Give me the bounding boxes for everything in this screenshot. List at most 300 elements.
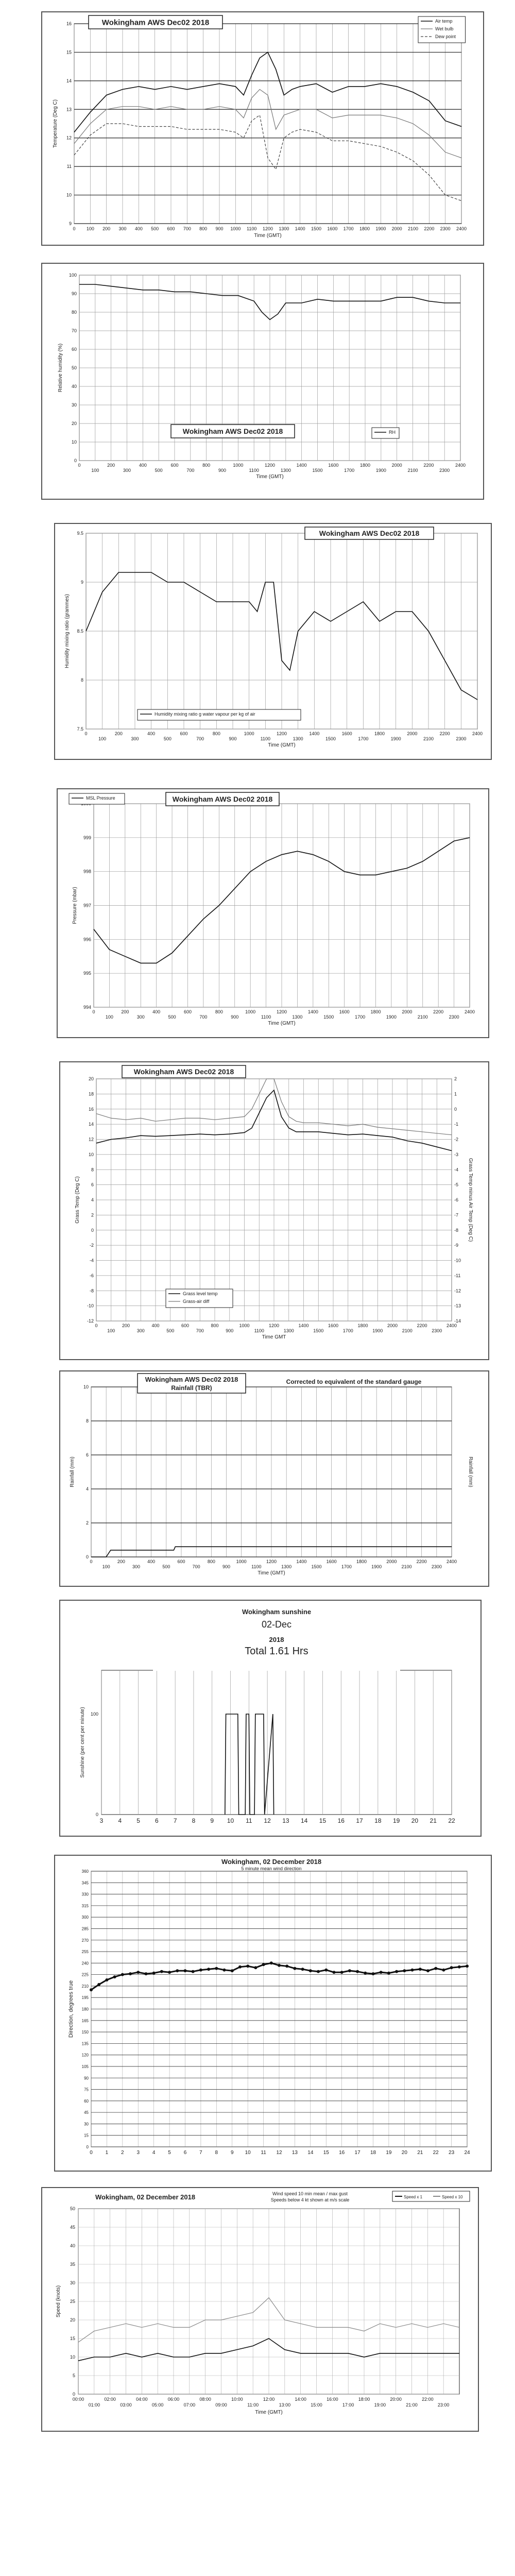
x-tick-label: 100 — [98, 736, 107, 741]
y-tick-label: 60 — [84, 2098, 89, 2104]
pressure-chart-panel — [57, 788, 489, 1038]
chart-title: Wokingham, 02 December 2018 — [95, 2193, 196, 2201]
x-tick-label: 600 — [181, 1323, 190, 1328]
y-axis-label: Sunshine (per cent per minute) — [80, 1707, 85, 1778]
x-tick-label: 1100 — [261, 1014, 271, 1020]
y-tick-label: 240 — [81, 1961, 89, 1966]
x-tick-label: 1 — [105, 2150, 109, 2156]
x-tick-label: 800 — [199, 226, 208, 231]
x-tick-label: 600 — [177, 1559, 185, 1564]
x-tick-label: 600 — [167, 226, 175, 231]
y-axis-label: Rainfall (mm) — [70, 1456, 75, 1487]
chart-date: 02-Dec — [261, 1619, 292, 1630]
x-tick-label: 01:00 — [88, 2402, 100, 2408]
x-tick-label: 09:00 — [215, 2402, 227, 2408]
y-tick-label: 30 — [71, 402, 77, 408]
x-tick-label: 200 — [117, 1559, 125, 1564]
x-tick-label: 1700 — [343, 226, 354, 231]
x-tick-label: 1500 — [311, 226, 322, 231]
y-tick-label: 994 — [83, 1005, 91, 1010]
x-tick-label: 1600 — [328, 1323, 339, 1328]
x-tick-label: 900 — [222, 1564, 231, 1569]
y-tick-label: 180 — [81, 2007, 89, 2012]
y-tick-label: 14 — [88, 1122, 94, 1127]
x-tick-label: 04:00 — [136, 2397, 148, 2402]
x-axis-label: Time (GMT) — [256, 474, 284, 480]
x-tick-label: 900 — [229, 736, 237, 741]
x-tick-label: 1600 — [327, 226, 338, 231]
x-tick-label: 17 — [356, 1817, 363, 1824]
x-tick-label: 0 — [90, 2150, 93, 2156]
x-tick-label: 700 — [196, 736, 204, 741]
x-tick-label: 1200 — [264, 463, 276, 468]
legend-label: Speed x 10 — [442, 2195, 463, 2199]
x-tick-label: 800 — [202, 463, 211, 468]
y-tick-label: 2 — [91, 1212, 94, 1218]
x-tick-label: 1400 — [295, 226, 305, 231]
y-tick-label: 315 — [81, 1903, 89, 1908]
x-tick-label: 1400 — [307, 1009, 318, 1014]
x-tick-label: 3 — [99, 1817, 104, 1824]
y-tick-label: 20 — [88, 1076, 94, 1081]
y-tick-label: 16 — [66, 21, 72, 26]
y-right-tick-label: -5 — [454, 1182, 459, 1188]
x-tick-label: 19:00 — [374, 2402, 386, 2408]
x-tick-label: 500 — [166, 1328, 175, 1333]
y-right-tick-label: -9 — [454, 1243, 459, 1248]
x-tick-label: 14:00 — [295, 2397, 306, 2402]
y-right-tick-label: -4 — [454, 1167, 459, 1173]
legend-label: MSL Pressure — [86, 795, 115, 801]
x-tick-label: 1700 — [342, 1328, 353, 1333]
y-tick-label: 255 — [81, 1950, 89, 1955]
y-right-tick-label: -2 — [454, 1137, 459, 1142]
x-tick-label: 16 — [339, 2150, 345, 2156]
x-tick-label: 7 — [173, 1817, 177, 1824]
x-tick-label: 12 — [264, 1817, 271, 1824]
y-tick-label: 15 — [84, 2133, 89, 2138]
legend-label: Air temp — [435, 19, 453, 24]
x-tick-label: 0 — [90, 1559, 93, 1564]
y-tick-label: 8 — [91, 1167, 94, 1173]
x-tick-label: 800 — [211, 1323, 219, 1328]
x-tick-label: 4 — [118, 1817, 122, 1824]
x-tick-label: 2000 — [391, 463, 402, 468]
x-tick-label: 2400 — [446, 1559, 457, 1564]
x-tick-label: 100 — [105, 1014, 113, 1020]
humidity-chart-panel — [41, 263, 484, 500]
y-tick-label: 300 — [81, 1915, 89, 1920]
x-tick-label: 1800 — [359, 226, 370, 231]
y-tick-label: 285 — [81, 1926, 89, 1931]
x-tick-label: 16 — [337, 1817, 345, 1824]
y-right-tick-label: 0 — [454, 1106, 457, 1112]
x-tick-label: 1900 — [371, 1564, 382, 1569]
x-tick-label: 9 — [210, 1817, 214, 1824]
x-tick-label: 2000 — [391, 226, 402, 231]
y-tick-label: 999 — [83, 835, 91, 840]
x-tick-label: 17:00 — [342, 2402, 354, 2408]
y-tick-label: 11 — [66, 164, 72, 170]
y-tick-label: 0 — [85, 1554, 89, 1560]
x-tick-label: 900 — [226, 1328, 234, 1333]
x-tick-label: 1500 — [312, 468, 323, 473]
x-tick-label: 24 — [464, 2150, 470, 2156]
x-tick-label: 08:00 — [199, 2397, 211, 2402]
x-tick-label: 05:00 — [151, 2402, 164, 2408]
x-tick-label: 200 — [107, 463, 115, 468]
x-tick-label: 2100 — [402, 1328, 413, 1333]
temperature-chart-panel — [41, 11, 484, 246]
x-tick-label: 2100 — [407, 226, 419, 231]
x-tick-label: 200 — [121, 1009, 129, 1014]
legend-label: Humidity mixing ratio g water vapour per kg of air — [154, 711, 255, 717]
y-tick-label: 210 — [81, 1984, 89, 1989]
x-tick-label: 700 — [196, 1328, 204, 1333]
x-axis-label: Time GMT — [262, 1334, 286, 1340]
x-tick-label: 13 — [291, 2150, 298, 2156]
y-tick-label: 12 — [66, 135, 72, 141]
chart-annotation: Corrected to equivalent of the standard gauge — [286, 1378, 422, 1385]
wind-direction-chart — [55, 1856, 491, 2171]
x-tick-label: 700 — [186, 468, 195, 473]
y-right-tick-label: -3 — [454, 1151, 459, 1157]
wind-speed-chart-panel — [41, 2187, 479, 2432]
x-tick-label: 1900 — [375, 226, 386, 231]
y-tick-label: -6 — [89, 1273, 94, 1278]
x-tick-label: 200 — [122, 1323, 130, 1328]
x-tick-label: 9 — [230, 2150, 234, 2156]
y-tick-label: 40 — [71, 384, 77, 389]
y-right-tick-label: -7 — [454, 1212, 459, 1218]
y-axis-label: Relative humidity (%) — [58, 343, 63, 393]
x-tick-label: 400 — [147, 1559, 156, 1564]
x-tick-label: 300 — [136, 1328, 145, 1333]
x-tick-label: 15 — [323, 2150, 329, 2156]
y-tick-label: 15 — [70, 2336, 75, 2341]
y-tick-label: 10 — [83, 1384, 89, 1389]
y-tick-label: -10 — [87, 1303, 94, 1309]
wind-speed-chart — [42, 2188, 478, 2431]
y-tick-label: 0 — [72, 2392, 75, 2397]
x-tick-label: 700 — [183, 226, 191, 231]
y-tick-label: 225 — [81, 1972, 89, 1977]
y-tick-label: 7.5 — [77, 726, 83, 732]
y-right-tick-label: -6 — [454, 1197, 459, 1202]
y-tick-label: 40 — [70, 2243, 75, 2248]
chart-title: Wokingham AWS Dec02 2018 — [182, 427, 283, 436]
y-axis-label: Humidity mixing ratio (grammes) — [64, 594, 70, 668]
y-right-axis-label: Grass Temp minus Air Temp (Deg C) — [468, 1158, 473, 1242]
chart-subtitle: Wind speed 10 min mean / max gust — [272, 2191, 348, 2196]
x-tick-label: 300 — [131, 736, 139, 741]
x-tick-label: 14 — [301, 1817, 308, 1824]
grass-temp-chart-panel — [59, 1061, 489, 1360]
x-tick-label: 2300 — [449, 1014, 459, 1020]
x-tick-label: 0 — [95, 1323, 98, 1328]
x-tick-label: 1000 — [245, 1009, 256, 1014]
x-tick-label: 21 — [430, 1817, 437, 1824]
x-tick-label: 1600 — [326, 1559, 337, 1564]
y-tick-label: 105 — [81, 2064, 89, 2069]
x-tick-label: 300 — [123, 468, 131, 473]
x-tick-label: 1800 — [356, 1559, 367, 1564]
x-tick-label: 1700 — [344, 468, 355, 473]
x-tick-label: 2000 — [387, 1323, 398, 1328]
x-tick-label: 18:00 — [358, 2397, 370, 2402]
y-tick-label: 10 — [71, 439, 77, 445]
y-axis-label: Pressure (mbar) — [72, 887, 78, 924]
y-tick-label: -2 — [89, 1243, 94, 1248]
y-tick-label: 16 — [88, 1106, 94, 1112]
y-tick-label: 6 — [91, 1182, 94, 1188]
x-tick-label: 15 — [319, 1817, 327, 1824]
y-tick-label: 30 — [70, 2280, 75, 2285]
x-tick-label: 500 — [163, 736, 171, 741]
x-tick-label: 0 — [92, 1009, 95, 1014]
x-tick-label: 06:00 — [167, 2397, 180, 2402]
x-tick-label: 22 — [448, 1817, 455, 1824]
y-tick-label: 0 — [95, 1812, 98, 1817]
y-tick-label: 2 — [85, 1520, 89, 1526]
y-tick-label: 6 — [85, 1452, 89, 1458]
x-tick-label: 1300 — [292, 1014, 303, 1020]
x-tick-label: 1900 — [386, 1014, 397, 1020]
chart-title: Wokingham AWS Dec02 2018 — [133, 1067, 234, 1076]
x-tick-label: 1100 — [246, 226, 257, 231]
y-tick-label: 13 — [66, 107, 72, 112]
x-tick-label: 1500 — [311, 1564, 322, 1569]
x-tick-label: 02:00 — [104, 2397, 116, 2402]
x-tick-label: 1000 — [230, 226, 241, 231]
y-tick-label: 997 — [83, 903, 91, 908]
x-tick-label: 1200 — [268, 1323, 280, 1328]
rainfall-chart-panel — [59, 1370, 489, 1587]
x-tick-label: 5 — [136, 1817, 140, 1824]
grass-temp-chart — [60, 1062, 488, 1359]
sunshine-chart-panel — [59, 1600, 482, 1837]
x-tick-label: 200 — [102, 226, 111, 231]
x-tick-label: 800 — [212, 731, 220, 736]
x-tick-label: 400 — [151, 1323, 160, 1328]
x-tick-label: 14 — [307, 2150, 314, 2156]
x-tick-label: 1200 — [262, 226, 273, 231]
x-tick-label: 1600 — [341, 731, 352, 736]
y-tick-label: 0 — [91, 1227, 94, 1233]
x-tick-label: 1700 — [358, 736, 369, 741]
x-tick-label: 21:00 — [406, 2402, 418, 2408]
y-tick-label: 35 — [70, 2262, 75, 2267]
y-tick-label: 9 — [80, 580, 83, 585]
x-tick-label: 0 — [73, 226, 76, 231]
x-tick-label: 500 — [168, 1014, 176, 1020]
y-tick-label: 14 — [66, 78, 72, 83]
y-axis-label: Direction, degrees true — [68, 1980, 74, 2038]
y-tick-label: 995 — [83, 971, 91, 976]
x-tick-label: 22:00 — [422, 2397, 434, 2402]
x-tick-label: 600 — [170, 463, 179, 468]
sunshine-chart — [60, 1601, 480, 1836]
y-right-tick-label: -10 — [454, 1258, 461, 1263]
y-right-tick-label: -1 — [454, 1122, 459, 1127]
x-tick-label: 2000 — [407, 731, 418, 736]
y-tick-label: 360 — [81, 1869, 89, 1874]
x-tick-label: 7 — [199, 2150, 202, 2156]
y-tick-label: 150 — [81, 2030, 89, 2035]
y-tick-label: 80 — [71, 310, 77, 315]
x-tick-label: 1100 — [251, 1564, 262, 1569]
y-right-tick-label: -12 — [454, 1288, 461, 1294]
y-tick-label: -12 — [87, 1318, 94, 1324]
y-tick-label: 270 — [81, 1938, 89, 1943]
x-tick-label: 1100 — [254, 1328, 264, 1333]
y-tick-label: 12 — [88, 1137, 94, 1142]
x-tick-label: 12:00 — [263, 2397, 275, 2402]
y-right-tick-label: -8 — [454, 1227, 459, 1233]
y-tick-label: 20 — [71, 421, 77, 426]
y-tick-label: 10 — [66, 192, 72, 198]
x-tick-label: 1800 — [374, 731, 385, 736]
x-tick-label: 11 — [261, 2150, 266, 2156]
y-tick-label: 75 — [84, 2087, 89, 2092]
humidity-chart — [42, 264, 483, 499]
x-tick-label: 1900 — [375, 468, 386, 473]
x-tick-label: 10:00 — [231, 2397, 243, 2402]
temperature-chart — [42, 12, 483, 245]
y-tick-label: -8 — [89, 1288, 94, 1294]
x-tick-label: 2000 — [402, 1009, 413, 1014]
y-tick-label: 10 — [88, 1151, 94, 1157]
y-tick-label: 195 — [81, 1995, 89, 2001]
x-tick-label: 13:00 — [279, 2402, 291, 2408]
y-tick-label: 25 — [70, 2299, 75, 2304]
x-tick-label: 15:00 — [311, 2402, 322, 2408]
x-axis-label: Time (GMT) — [254, 233, 282, 239]
x-tick-label: 2100 — [401, 1564, 412, 1569]
x-tick-label: 1000 — [233, 463, 244, 468]
x-tick-label: 1800 — [370, 1009, 381, 1014]
x-tick-label: 700 — [199, 1014, 208, 1020]
x-tick-label: 18 — [374, 1817, 382, 1824]
chart-title: Wokingham sunshine — [242, 1608, 312, 1616]
x-tick-label: 1200 — [266, 1559, 277, 1564]
x-tick-label: 2100 — [423, 736, 434, 741]
x-tick-label: 8 — [215, 2150, 218, 2156]
x-tick-label: 1900 — [372, 1328, 383, 1333]
x-tick-label: 6 — [183, 2150, 187, 2156]
y-tick-label: 5 — [72, 2373, 75, 2378]
x-tick-label: 13 — [282, 1817, 289, 1824]
x-tick-label: 1600 — [328, 463, 339, 468]
wind-direction-chart-panel — [54, 1855, 492, 2172]
y-axis-label: Temperature (Deg C) — [53, 99, 58, 148]
x-tick-label: 1700 — [341, 1564, 352, 1569]
x-tick-label: 300 — [132, 1564, 141, 1569]
x-tick-label: 2 — [121, 2150, 124, 2156]
x-tick-label: 400 — [134, 226, 143, 231]
x-tick-label: 1800 — [357, 1323, 368, 1328]
chart-total: Total 1.61 Hrs — [245, 1646, 308, 1657]
y-axis-label: Grass Temp (Deg C) — [75, 1176, 80, 1224]
x-tick-label: 1500 — [313, 1328, 324, 1333]
mixing-ratio-chart — [55, 524, 491, 759]
x-axis-label: Time (GMT) — [268, 742, 296, 748]
legend-label: Speed x 1 — [404, 2195, 423, 2199]
x-tick-label: 11:00 — [247, 2402, 259, 2408]
x-tick-label: 4 — [152, 2150, 156, 2156]
y-tick-label: 30 — [84, 2122, 89, 2127]
x-tick-label: 00:00 — [72, 2397, 84, 2402]
y-tick-label: 345 — [81, 1880, 89, 1886]
chart-title: Wokingham AWS Dec02 2018 — [145, 1376, 238, 1383]
y-tick-label: -4 — [89, 1258, 94, 1263]
x-tick-label: 11 — [246, 1817, 252, 1824]
x-tick-label: 1200 — [276, 1009, 287, 1014]
x-tick-label: 1000 — [239, 1323, 250, 1328]
y-tick-label: 8.5 — [77, 629, 83, 634]
x-tick-label: 23 — [449, 2150, 455, 2156]
x-tick-label: 23:00 — [437, 2402, 450, 2408]
x-tick-label: 1400 — [309, 731, 320, 736]
x-tick-label: 20 — [401, 2150, 407, 2156]
x-tick-label: 2400 — [464, 1009, 475, 1014]
x-axis-label: Time (GMT) — [255, 2410, 283, 2415]
x-tick-label: 100 — [86, 226, 94, 231]
x-tick-label: 2200 — [439, 731, 450, 736]
x-tick-label: 2200 — [416, 1559, 427, 1564]
x-tick-label: 400 — [152, 1009, 161, 1014]
x-tick-label: 10 — [245, 2150, 251, 2156]
chart-subtitle: 5 minute mean wind direction — [241, 1866, 302, 1871]
x-tick-label: 100 — [102, 1564, 110, 1569]
x-tick-label: 1400 — [296, 463, 307, 468]
pressure-chart — [58, 789, 488, 1037]
x-tick-label: 1700 — [355, 1014, 366, 1020]
x-tick-label: 1000 — [244, 731, 254, 736]
x-tick-label: 2300 — [456, 736, 467, 741]
x-tick-label: 700 — [192, 1564, 200, 1569]
chart-year: 2018 — [269, 1636, 284, 1643]
y-tick-label: 135 — [81, 2041, 89, 2046]
y-tick-label: 50 — [70, 2206, 75, 2211]
x-tick-label: 500 — [154, 468, 163, 473]
y-tick-label: 100 — [68, 273, 77, 278]
y-axis-label: Speed (knots) — [56, 2285, 61, 2318]
x-tick-label: 2000 — [386, 1559, 397, 1564]
x-tick-label: 2400 — [456, 226, 467, 231]
x-axis-label: Time (GMT) — [258, 1570, 285, 1576]
x-tick-label: 300 — [118, 226, 127, 231]
x-tick-label: 0 — [84, 731, 88, 736]
x-tick-label: 2400 — [446, 1323, 457, 1328]
x-tick-label: 800 — [207, 1559, 215, 1564]
legend-label: Wet bulb — [435, 26, 454, 31]
x-tick-label: 2300 — [432, 1328, 442, 1333]
y-tick-label: 9.5 — [77, 531, 83, 536]
chart-note: Speeds below 4 kt shown at m/s scale — [270, 2197, 350, 2202]
x-tick-label: 21 — [417, 2150, 423, 2156]
x-tick-label: 20 — [411, 1817, 419, 1824]
mixing-ratio-chart-panel — [54, 523, 492, 760]
chart-title: Wokingham AWS Dec02 2018 — [319, 529, 420, 538]
x-tick-label: 18 — [370, 2150, 376, 2156]
y-tick-label: 100 — [90, 1711, 98, 1717]
x-tick-label: 1100 — [260, 736, 271, 741]
x-tick-label: 17 — [354, 2150, 360, 2156]
x-tick-label: 500 — [151, 226, 159, 231]
x-tick-label: 900 — [215, 226, 224, 231]
chart-title: Wokingham AWS Dec02 2018 — [101, 18, 210, 27]
